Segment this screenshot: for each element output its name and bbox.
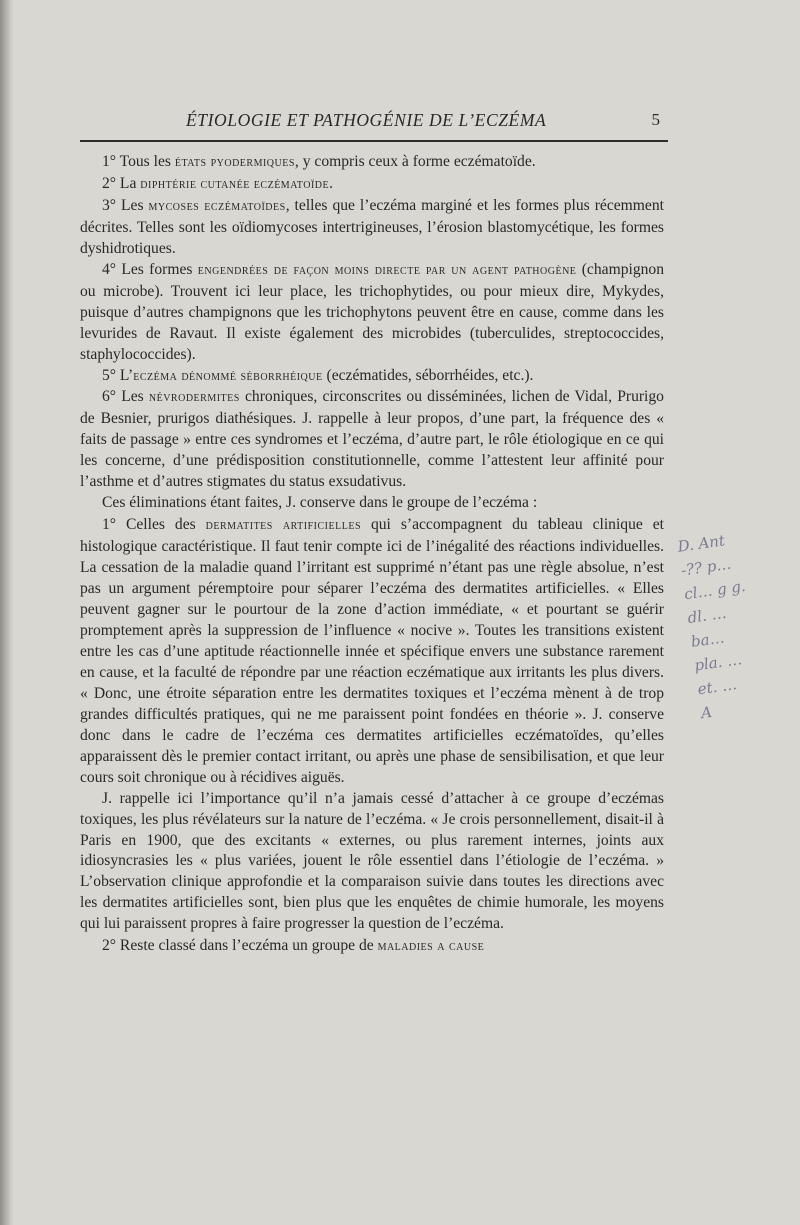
paragraph-6: 6° Les névrodermites chroniques, circonscrites ou disséminées, lichen de Vidal, Prurigo de Besnier, prurigos diathésiques. J. rappelle à leur propos, d’une part, la fréquence des « faits de passage » entre ces syndromes et l’eczéma, d’autre part, le rôle étiologique en ce qui les concerne, d’une prédisposition constitutionnelle, comme l’attestent leur affinité pour l’asthme et d’autres stigmates du status exsudativus. <box>80 388 664 491</box>
paragraph-7: Ces éliminations étant faites, J. conserve dans le groupe de l’eczéma : <box>102 494 538 512</box>
margin-note-text: D. Ant -?? p… cl… g g. dl. … ba… pla. … et. … A <box>676 531 747 723</box>
page-binding-edge <box>0 0 14 1225</box>
paragraph-4: 4° Les formes engendrées de façon moins directe par un agent pathogène (champignon ou microbe). Trouvent ici leur place, les trichophytides, ou pour mieux dire, Mykydes, puisque d’autres champignons que les trichophytons peuvent être en cause, comme dans les levurides de Ravaut. Il existe également des microbides (tuberculides, streptococcides, staphylococcides). <box>80 260 665 363</box>
running-title: ÉTIOLOGIE ET PATHOGÉNIE DE L’ECZÉMA <box>186 110 547 130</box>
paragraph-3: 3° Les mycoses eczématoïdes, telles que l’eczéma marginé et les formes plus récemment décrites. Telles sont les oïdiomycoses intertrigineuses, l’érosion blastomycétique, les formes dyshidrotiques. <box>80 196 664 257</box>
paragraph-10: 2° Reste classé dans l’eczéma un groupe de maladies a cause <box>102 937 485 955</box>
body-text <box>80 152 664 958</box>
paragraph-5: 5° L’eczéma dénommé séborrhéique (eczématides, séborrhéides, etc.). <box>102 366 534 384</box>
paragraph-9: J. rappelle ici l’importance qu’il n’a jamais cessé d’attacher à ce groupe d’eczémas toxiques, les plus révélateurs sur la nature de l’eczéma. « Je crois personnellement, disait-il à Paris en 1900, que des excitants « externes, ou plus rarement internes, joints aux idiosyncrasies les « plus variées, jouent le rôle essentiel dans l’étiologie de l’eczéma. » L’observation clinique approfondie et la comparaison suivie dans toutes les directions avec les dermatites artificielles sont, bien plus que les enquêtes de chimie humorale, les moyens qui lui paraissent propres à faire progresser la question de l’eczéma. <box>80 789 664 933</box>
page-header <box>80 108 668 144</box>
paragraph-1: 1° Tous les états pyodermiques, y compris ceux à forme eczématoïde. <box>102 153 536 170</box>
paragraph-2: 2° La diphtérie cutanée eczématoïde. <box>102 174 334 192</box>
handwritten-margin-note <box>676 531 796 775</box>
header-rule <box>80 140 668 142</box>
page-number: 5 <box>651 110 660 129</box>
paragraph-8: 1° Celles des dermatites artificielles qui s’accompagnent du tableau clinique et histologique caractéristique. Il faut tenir compte ici de l’inégalité des réactions individuelles. La cessation de la maladie quand l’irritant est supprimé n’étant pas une règle absolue, n’est pas un argument péremptoire pour séparer l’eczéma des dermatites artificielles. « Elles peuvent gagner sur le pourtour de la zone d’action immédiate, « et pourtant se guérir promptement après la suppression de l’influence « nocive ». Toutes les transitions existent entre les cas d’une aptitude réactionnelle innée et spécifique envers une substance rarement en cause, et la faculté de répondre par une réaction eczématique aux irritants les plus divers. « Donc, une étroite séparation entre les dermatites toxiques et l’eczéma mènent à de trop grandes difficultés pratiques, qui ne me paraissent point fondées en théorie ». J. conserve donc dans le cadre de l’eczéma ces dermatites artificielles eczématoïdes, qu’elles apparaissent dès le premier contact irritant, ou après une phase de sensibilisation, et que leur cours soit chronique ou à récidives aiguës. <box>80 516 664 786</box>
